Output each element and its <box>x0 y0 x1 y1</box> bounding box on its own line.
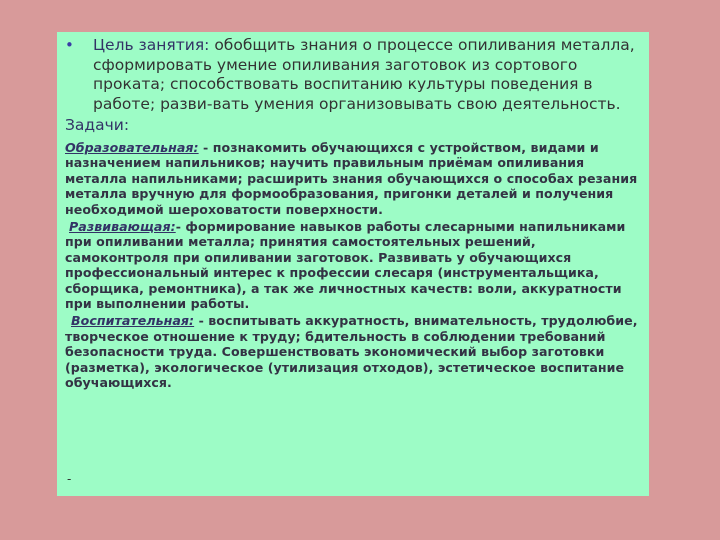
task-text: - формирование навыков работы слесарными напильниками при опиливании металла; принятия самостоятельных решений, самоконтроля при опиливании заготовок. Развивать у обучающихся профессиональный интерес к профессии слесаря (инструментальщика, сборщика, ремонтника), а так же личностных качеств: воли, аккуратности при выполнении работы. <box>65 219 626 312</box>
bullet-icon: • <box>65 36 74 54</box>
task-developmental <box>65 219 643 311</box>
task-text: - познакомить обучающихся с устройством, видами и назначением напильников; научить правильным приёмам опиливания металла напильниками; расширить знания обучающихся о способах резания металла вручную для формообразования, пригонки деталей и получения необходимой шероховатости поверхности. <box>65 140 638 217</box>
task-label: Развивающая: <box>69 219 176 235</box>
lesson-goal <box>65 36 643 114</box>
task-label: Образовательная: <box>65 140 199 155</box>
slide-content <box>57 32 649 496</box>
footer-dash: - <box>67 472 72 486</box>
tasks-heading: Задачи: <box>65 116 130 134</box>
task-label: Воспитательная: <box>71 313 195 329</box>
task-educational <box>65 140 643 217</box>
goal-text: обобщить знания о процессе опиливания металла, сформировать умение опиливания заготовок из сортового проката; способствовать воспитанию культуры поведения в работе; разви-вать умения организовывать свою деятельность. <box>93 36 635 113</box>
task-text: - воспитывать аккуратность, внимательность, трудолюбие, творческое отношение к труду; бдительность в соблюдении требований безопасности труда. Совершенствовать экономический выбор заготовки (разметка), экологическое (утилизация отходов), эстетическое воспитание обучающихся. <box>65 313 638 391</box>
goal-label: Цель занятия: <box>93 36 210 54</box>
task-upbringing <box>65 313 643 390</box>
